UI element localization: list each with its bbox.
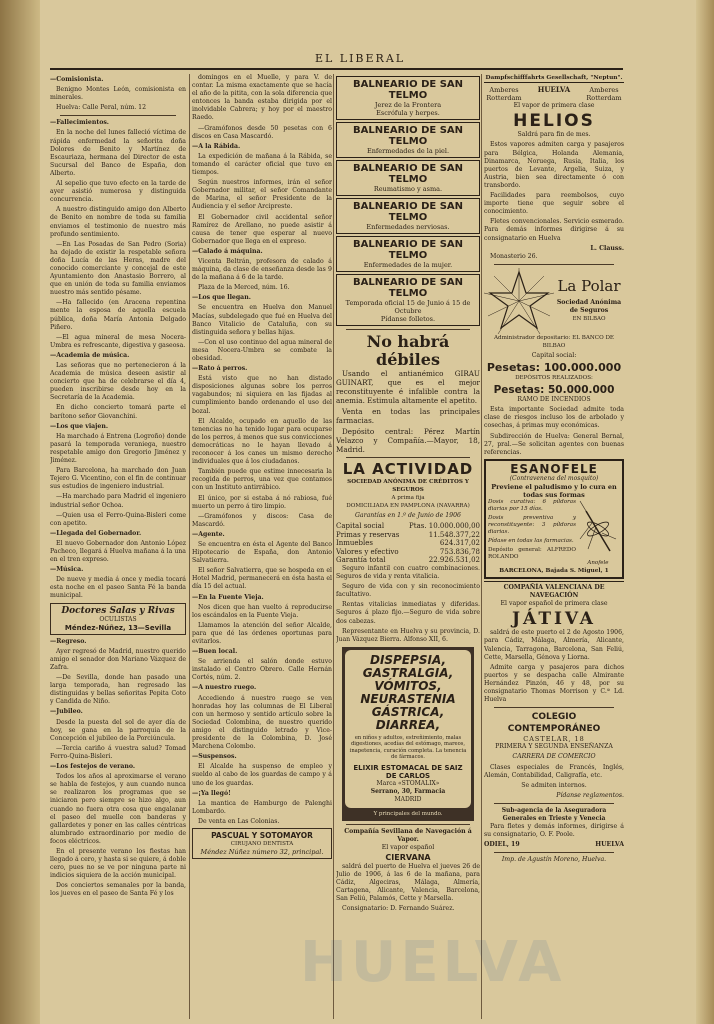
paragraph: Benigno Montes León, comisionista en minerales. <box>50 86 186 102</box>
balneario-note: Escrófula y herpes. <box>376 109 440 117</box>
guarantee-label: Primas y reservas <box>336 530 400 539</box>
paragraph: El señor Salvatierra, que se hospeda en el Hotel Madrid, permanecerá en ésta hasta el día 15 del actual. <box>192 567 332 591</box>
divider <box>346 329 470 330</box>
divider <box>346 457 470 458</box>
paragraph: Venta en todas las principales farmacias. <box>336 407 480 425</box>
divider <box>494 803 614 804</box>
divider <box>346 824 470 825</box>
guarantee-row <box>336 531 480 540</box>
paragraph: Se encuentra en Huelva don Manuel Macías, subdelegado que fué en Huelva del Banco Vitalicio de Cataluña, con su distinguida señora y bellas hijas. <box>192 304 332 336</box>
paragraph: domingos en el Muelle, y para V. de contar. La misma exactamente que se hacía el año de la pitita, con la sola diferencia que entonces la banda estaba dirigida por el inolvidable Cabrera; y hoy por el maestro Raedo. <box>192 74 332 122</box>
paragraph: Administrador depositario: EL BANCO DE BILBAO <box>493 334 615 349</box>
balneario-title: BALNEARIO DE SAN TELMO <box>353 79 463 101</box>
heading: —Agente. <box>192 530 225 538</box>
paragraph: PRIMERA Y SEGUNDA ENSEÑANZA <box>495 743 613 751</box>
paragraph: —Ha fallecido (en Aracena repentina mente la esposa de aquella escuela pública, doña María Antonia Delgado Piñero. <box>50 299 186 331</box>
balneario-subtitle: Enfermedades de la mujer. <box>363 261 453 269</box>
balneario-title: BALNEARIO DE SAN TELMO <box>353 125 463 147</box>
library-watermark: HUELVA <box>300 930 566 995</box>
paragraph: Dosis preventiva y reconstituyente: 3 píldoras diarias. <box>488 514 576 535</box>
ad-dentista <box>192 828 332 859</box>
heading: —Los festejos de verano. <box>50 763 136 771</box>
paragraph: —Gramófonos y discos: Casa de Mascardó. <box>192 512 332 528</box>
heading: —Suspensos. <box>192 753 237 761</box>
ad-date: Garantías en 1.º de Junio de 1906 <box>354 512 461 520</box>
paragraph: El vapor de primera clase <box>513 102 595 110</box>
illustration-caption: Anofele <box>587 559 609 566</box>
heading: —Comisionista. <box>50 76 104 83</box>
ad-subtitle: DOMICILIADA EN PAMPLONA (NAVARRA) <box>346 503 470 510</box>
ad-address: Méndez-Núñez, 13—Sevilla <box>64 623 172 632</box>
paragraph: Para fletes y demás informes, dirigirse á su consignatario, O. F. Poole. <box>484 823 624 839</box>
balneario-ad <box>336 198 480 234</box>
route-destination: Amberes Rotterdam <box>586 86 622 103</box>
heading: —Música. <box>50 566 84 574</box>
ad-debiles-title: No habrá débiles <box>366 332 450 369</box>
paragraph: —Quien usa el Ferro-Quina-Bisleri come con apetito. <box>50 511 186 527</box>
top-rule <box>50 68 623 70</box>
ad-subtitle: EN BILBAO <box>572 316 606 323</box>
ad-subtitle: SOCIEDAD ANÓNIMA DE CRÉDITOS Y SEGUROS <box>347 479 469 494</box>
paragraph: El Gobernador civil accidental señor Ramírez de Arellano, no puede asistir á causa de tener que esperar al nuevo Gobernador que llega en el expreso. <box>192 213 332 245</box>
ad-dispepsia-line: DIARREA, <box>375 717 441 732</box>
paragraph: Estos vapores admiten carga y pasajeros para Bélgica, Holanda Alemania, Dinamarca, Noruega, Rusia, Italia, los puertos de Levante, Argelia, Suiza, y Austria, bien sea directamente ó con transbordo. <box>484 141 624 189</box>
paragraph: El nuevo Gobernador don Antonio López Pacheco, llegará á Huelva mañana á la una en el tren expreso. <box>50 539 186 564</box>
paragraph: —Gramófonos desde 50 pesetas con 6 discos en Casa Mascardó. <box>192 124 332 140</box>
ad-subtitle: OCULISTAS <box>99 615 137 623</box>
paragraph: Ha marchado á Entrena (Logroño) donde pasará la temporada veraniega, nuestro respetable amigo don Gregorio Jiménez y Jiménez. <box>50 432 186 465</box>
guarantee-label: Valores y efectivo <box>336 547 399 556</box>
ad-dispepsia-line: GÁSTRICA, <box>371 704 445 719</box>
paragraph: Monasterio 26. <box>490 252 538 260</box>
ad-dispepsia-line: DISPEPSIA, <box>369 652 447 667</box>
paragraph: Para Barcelona, ha marchado don Juan Tejero G. Vicentino, con el fin de continuar sus estudios de ingeniero industrial. <box>50 467 186 491</box>
ad-valenciana-title: COMPAÑÍA VALENCIANA DE NAVEGACIÓN <box>484 581 624 600</box>
deposit-value: Pesetas: 50.000.000 <box>493 384 615 397</box>
guarantee-value: Ptas. 10.000.000,00 <box>409 522 480 531</box>
paragraph: DEPÓSITOS REALIZADOS: <box>515 375 593 382</box>
ad-elixir: ELIXIR ESTOMACAL DE SAIZ DE CARLOS <box>353 763 463 780</box>
mosquito-icon <box>576 499 620 559</box>
ad-neptun-title: Dampfschifffahrts Gesellschaft, "Neptun". <box>484 74 624 83</box>
paragraph: Se encuentra en ésta el Agente del Banco Hipotecario de España, don Antonio Salvatierra. <box>192 540 332 565</box>
balneario-ad <box>336 274 480 326</box>
balneario-title: BALNEARIO DE SAN TELMO <box>353 239 463 261</box>
paragraph: CARRERA DE COMERCIO <box>512 753 596 761</box>
paragraph: Llamamos la atención del señor Alcalde, para que dé las órdenes oportunas para evitarlos. <box>192 621 332 645</box>
paragraph: También puede que estime innecesaria la recogida de perros, una vez que contamos con un Instituto antirrábico. <box>192 468 332 492</box>
ad-city: MADRID <box>394 796 422 803</box>
balneario-title: BALNEARIO DE SAN TELMO <box>353 163 463 185</box>
column-divider <box>481 74 482 1019</box>
ad-subtitle: (Contravenena del mosquito) <box>509 474 599 482</box>
heading: —Regreso. <box>50 637 87 645</box>
balneario-subtitle: Enfermedades nerviosas. <box>366 223 450 231</box>
guarantee-row <box>336 539 480 548</box>
guarantee-value: 22.926.531,02 <box>428 556 480 565</box>
paragraph: Pídanse reglamentos. <box>556 791 624 799</box>
paragraph: En la noche del lunes falleció víctima de rápida enfermedad la señorita doña Dolores de Benito y Martínez de Escauriaza, hermana del Director de esta Sucursal del Banco de España, don Alberto. <box>50 129 186 177</box>
paragraph: En el presente verano los fiestas han llegado á cero, y hasta si se quiere, á doble cero, pues no se ve por ninguna parte ni indicios siquiera de la acción municipal. <box>50 847 186 880</box>
guarantee-value: 753.836,78 <box>439 547 480 556</box>
heading: —Academia de música. <box>50 351 130 359</box>
ad-actividad-title: LA ACTIVIDAD <box>342 460 474 478</box>
paragraph: El vapor español <box>381 844 435 852</box>
ad-dispepsia-line: NEURASTENIA <box>360 691 456 706</box>
ad-esanofele-text <box>488 499 576 567</box>
paragraph: Fletes convencionales. Servicio esmerado. Para demás informes dirigirse á su consignatario en Huelva <box>484 218 624 242</box>
divider <box>494 707 614 708</box>
ad-esanofele-body <box>488 499 620 567</box>
paragraph: El único, por si estaba á nó rabiosa, fué muerto un perro á tiro limpio. <box>192 494 332 510</box>
paragraph: Dosis curativa: 6 píldoras diarias por 15 días. <box>488 498 576 512</box>
heading: —Los que viajen. <box>50 422 109 430</box>
paragraph: saldrá de este puerto el 2 de Agosto 1906, para Cádiz, Málaga, Almería, Alicante, Valencia, Tarragona, Barcelona, San Feliú, Cette, Marsella, Génova y Liorna. <box>484 629 624 661</box>
heading: —Calado á máquina. <box>192 247 263 255</box>
ad-polar-title: La Polar <box>557 277 621 296</box>
ad-title: Doctores Salas y Rivas <box>61 605 175 616</box>
balneario-subtitle: Enfermedades de la piel. <box>366 147 450 155</box>
heading: —A nuestro ruego. <box>192 684 257 692</box>
ad-dispepsia-line: VÓMITOS, <box>374 678 442 693</box>
ad-address: BARCELONA, Bajada S. Miguel, 1 <box>499 568 609 574</box>
paragraph: Facilidades para reembolsos, cuyo importe tiene que seguir sobre el conocimiento. <box>484 192 624 216</box>
paragraph: Desde la puesta del sol de ayer día de hoy, se gana en la parroquia de la Concepción el jubileo de la Porciúncula. <box>50 718 186 742</box>
guarantee-label: Garantía total <box>336 556 386 565</box>
paragraph: Todos los años al aproximarse el verano se habla de festejos, y aun cuando nunca se realizaron los programas que se iniciaron pero siempre se hizo algo, aun cuando no fuera otra cosa que engalanar el paseo del muelle con banderas y gallardetes y poner en las calles céntricas alumbrado extraordinario por medio de focos eléctricos. <box>50 773 186 845</box>
guarantee-row <box>336 522 480 531</box>
heading: —Los que llegan. <box>192 294 251 302</box>
ad-dispepsia <box>342 647 474 821</box>
paragraph: Subdirección de Huelva: General Bernal, 27, pral.—Se solicitan agentes con buenas referencias. <box>484 432 624 456</box>
heading: —En la Fuente Vieja. <box>192 593 264 601</box>
ad-address: ODIEL, 19 <box>484 841 520 849</box>
balneario-ad <box>336 122 480 158</box>
paragraph: Nos dicen que han vuelto á reproducirse los escándalos en la Fuente Vieja. <box>192 603 332 619</box>
ad-address: Serrano, 30, Farmacia <box>370 787 446 795</box>
capital-value: Pesetas: 100.000.000 <box>486 361 622 375</box>
heading: —Llegada del Gobernador. <box>50 529 142 537</box>
paragraph: Al sepelio que tuvo efecto en la tarde de ayer asistió numerosa y distinguida concurrencia. <box>50 180 186 204</box>
paragraph: Vicenta Beltrán, profesora de calado á máquina, da clase de enseñanza desde las 9 de la mañana á 6 de la tarde. <box>192 257 332 282</box>
paragraph: Según nuestros informes, irán el señor Gobernador militar, el señor Comandante de Marina, el señor Presidente de la Audiencia y el señor Arcipreste. <box>192 179 332 211</box>
ad-navegacion-title: Compañía Sevillana de Navegación á Vapor. <box>344 828 472 844</box>
paragraph: Capital social: <box>531 351 577 359</box>
ad-city: HUELVA <box>595 841 624 849</box>
column-2 <box>192 74 332 1019</box>
divider <box>494 264 614 265</box>
paragraph: La expedición de mañana á la Rábida, se tomando el carácter oficial que tuvo en tiempos. <box>192 152 332 177</box>
guarantee-row <box>336 556 480 565</box>
imprint: Imp. de Agustín Moreno, Huelva. <box>501 856 607 864</box>
ship-name: HELIOS <box>513 111 595 132</box>
guarantee-label: Inmuebles <box>336 539 374 548</box>
paragraph: Huelva: Calle Peral, núm. 12 <box>56 104 147 112</box>
paragraph: Plaza de la Merced, núm. 16. <box>198 284 290 292</box>
paragraph: De venta en Las Colonias. <box>198 817 280 825</box>
paragraph: En dicho concierto tomará parte el barítono señor Giovanchini. <box>50 404 186 420</box>
ad-subtitle: Sociedad Anónima de Seguros <box>556 299 622 315</box>
ad-agencia-title: Sub-agencia de la Aseguradora Generales en Trieste y Venecia <box>501 806 607 822</box>
paragraph: Dos conciertos semanales por la banda, los jueves en el paseo de Santa Fé y los <box>50 882 186 898</box>
heading: —A la Rábida. <box>192 142 241 150</box>
paragraph: RAMO DE INCENDIOS <box>517 396 591 404</box>
mosquito-illustration <box>576 499 620 567</box>
balneario-note: Pídanse folletos. <box>380 315 436 323</box>
ship-name: JÁTIVA <box>512 609 596 630</box>
paragraph: —El agua mineral de mesa Nocera-Umbra es refrescante, digestiva y gaseosa. <box>50 333 186 349</box>
route-origin: Amberes Rotterdam <box>486 86 522 103</box>
paragraph: —Con el uso continuo del agua mineral de mesa Nocera-Umbra se combate la obesidad. <box>192 338 332 362</box>
balneario-ad <box>336 160 480 196</box>
paragraph: A nuestro distinguido amigo don Alberto de Benito en nombre de toda su familia enviamos el testimonio de nuestro más profundo sentimiento. <box>50 206 186 238</box>
ad-subtitle: CIRUJANO DENTISTA <box>230 840 294 847</box>
balneario-subtitle: Jerez de la Frontera <box>374 101 442 109</box>
ad-doctores <box>50 603 186 635</box>
heading: —¡Ya llegó! <box>192 789 231 797</box>
column-divider <box>189 74 190 1019</box>
route-port: HUELVA <box>537 85 571 95</box>
balneario-ad <box>336 76 480 120</box>
balneario-ad <box>336 236 480 272</box>
balneario-title: BALNEARIO DE SAN TELMO <box>353 277 463 299</box>
paragraph: Está visto que no han distado disposiciones algunas sobre los perros vagabundos; ni siquiera en las fijadas al cumplimiento bando ordenando el uso del bozal. <box>192 375 332 415</box>
paragraph: Depósito central: Pérez Martín Velazco y Compañía.—Mayor, 18, Madrid. <box>336 427 480 454</box>
paragraph: El Alcalde, ocupado en aquello de las tenencias no ha tenido lugar para ocuparse de los perros, á menos que sus convicciones democráticas no le hayan llevado á reconocer á los canes un mismo derecho individuales que á los ciudadanos. <box>192 417 332 466</box>
ad-dispepsia-inner <box>345 650 471 808</box>
guarantee-value: 11.548.377,22 <box>428 530 480 539</box>
paragraph: Depósito general: ALFREDO ROLANDO <box>488 546 576 560</box>
paragraph: Ayer regresó de Madrid, nuestro querido amigo el senador don Mariano Vázquez de Zafra. <box>50 647 186 671</box>
ad-colegio-title: COLEGIO CONTEMPORÁNEO <box>507 712 601 735</box>
ad-address: Méndez Núñez número 32, principal. <box>200 848 324 857</box>
ad-headline: Previene el paludismo y lo cura en todas sus formas <box>491 482 617 499</box>
paragraph: Esta importante Sociedad admite toda clase de riesgos incluso los de arbolado y cosechas, á primas muy económicas. <box>484 406 624 430</box>
paragraph: —Ha marchado para Madrid el ingeniero industrial señor Ochoa. <box>50 493 186 509</box>
guarantee-label: Capital social <box>336 522 385 531</box>
paragraph: El vapor español de primera clase <box>500 600 608 608</box>
paragraph: en niños y adultos, estreñimiento, malas digestiones, acedías del estómago, mareos, inapetencia, curación completa. La tenencia de fármacos. <box>349 734 467 761</box>
paragraph: De nueve y media á once y media tocará esta noche en el paseo Santa Fé la banda municipal. <box>50 576 186 600</box>
ad-esanofele <box>484 459 624 579</box>
column-4 <box>484 74 624 1019</box>
paragraph: Pídase en todas las farmacias. <box>488 537 574 544</box>
balneario-list <box>336 76 480 326</box>
signature: L. Clauss. <box>590 244 624 252</box>
paragraph: La mantica de Hamburgo de Palenghi Lombardo. <box>192 799 332 815</box>
divider <box>494 852 614 853</box>
column-divider <box>333 74 334 1019</box>
heading: —Rato á perros. <box>192 365 248 373</box>
paragraph: Seguro infantil con cuatro combinaciones. Seguros de vida y renta vitalicia. <box>336 564 480 581</box>
paragraph: saldrá del puerto de Huelva el jueves 26 de Julio de 1906, á las 6 de la mañana, para Cádiz, Algeciras, Málaga, Almería, Cartagena, Alicante, Valencia, Barcelona, San Feliú, Palamós, Cette y Marsella. <box>336 862 480 902</box>
route-row <box>484 86 624 102</box>
ad-address-row <box>484 841 624 849</box>
ad-polar-titleblock <box>554 278 624 323</box>
paragraph: —Tercia cariño á vuestra salud? Tomad Ferro-Quina-Bisleri. <box>50 744 186 760</box>
ship-name: CIERVANA <box>385 853 431 863</box>
ad-dispepsia-line: GASTRALGIA, <box>362 665 454 680</box>
paragraph: Las señoras que no pertenecieron á la Academia de música deseen asistir al concierto que ha de celebrarse el día 4, pueden inscribirse desde hoy en la Secretaría de la Academia. <box>50 362 186 402</box>
ad-footer: Y principales del mundo. <box>373 811 443 818</box>
balneario-subtitle: Reumatismo y asma. <box>373 185 443 193</box>
paragraph: Se admiten internos. <box>521 781 587 789</box>
paragraph: Se arrienda el salón donde estuvo instalado el Centro Obrero. Calle Hernán Cortés, núm. 2. <box>192 658 332 682</box>
heading: —Buen local. <box>192 648 238 656</box>
ad-title: PASCUAL Y SOTOMAYOR <box>211 830 313 840</box>
ad-polar-header <box>484 268 624 334</box>
paragraph: Seguro de vida con y sin reconocimiento facultativo. <box>336 583 480 599</box>
paragraph: Consignatario: D. Fernando Suárez. <box>342 905 455 913</box>
paragraph: Rentas vitalicias inmediatas y diferidas. Seguros á plazo fijo.—Seguro de vida sobre dos cabezas. <box>336 601 480 625</box>
heading: —Fallecimientos. <box>50 119 109 127</box>
masthead: EL LIBERAL <box>314 52 406 65</box>
paragraph: Clases especiales de Francés, Inglés, Alemán, Contabilidad, Caligrafía, etc. <box>484 763 624 779</box>
ad-dispepsia-headline <box>349 654 467 732</box>
paragraph: Accediendo á nuestro ruego se ven honradas hoy las columnas de El Liberal con un hermoso y sentido artículo sobre la Sociedad Colombina, de nuestro querido amigo el distinguido letrado y Vice-presidente de la Colombina, D. José Marchena Colombo. <box>192 694 332 751</box>
paragraph: El Alcalde ha suspenso de empleo y sueldo al cabo de los guardas de campo y á uno de los guardas. <box>192 763 332 787</box>
ad-address: CASTELAR, 18 <box>523 735 585 744</box>
ad-brand: Marca «STOMALIX» <box>376 779 440 787</box>
ad-subtitle: A prima fija <box>391 495 425 502</box>
paragraph: Admite carga y pasajeros para dichos puertos y se despacha calle Almirante Hernández Pinzón, 46 y 48, por su consignatario Thomas Morrison y C.ª Ld. Huelva <box>484 663 624 704</box>
star-icon <box>484 268 554 334</box>
balneario-subtitle: Temporada oficial 15 de Junio á 15 de Octubre <box>345 299 471 315</box>
ad-esanofele-title: ESANOFELE <box>510 461 598 476</box>
heading: —Jubileo. <box>50 708 83 716</box>
divider <box>60 115 176 116</box>
paragraph: —En Las Posadas de San Pedro (Soria) ha dejado de existir la respetable señora doña Lucía de las Heras, madre del conocido comerciante y concejal de este Ayuntamiento don Anastasio Borrero, al que en unión de toda su familia enviamos nuestro más sentido pésame. <box>50 240 186 297</box>
paragraph: Usando el antianémico GIRAU GUINART, que es el mejor reconstituyente é infalible contra la anemia. Estimula altamente el apetito. <box>336 369 480 405</box>
column-1 <box>50 74 186 1019</box>
paragraph: —De Sevilla, donde han pasado una larga temporada, han regresado las distinguidas y bellas señoritas Pepita Coto y Candida de Niño. <box>50 674 186 706</box>
guarantee-row <box>336 548 480 557</box>
column-3 <box>336 74 480 1019</box>
paragraph: Saldrá para fin de mes. <box>517 131 591 139</box>
guarantee-table <box>336 522 480 565</box>
paragraph: Representante en Huelva y su provincia, D. Juan Vázquez Bierra. Alfonso XII, 6. <box>336 627 480 643</box>
guarantee-value: 624.317,02 <box>439 539 480 548</box>
balneario-title: BALNEARIO DE SAN TELMO <box>353 201 463 223</box>
